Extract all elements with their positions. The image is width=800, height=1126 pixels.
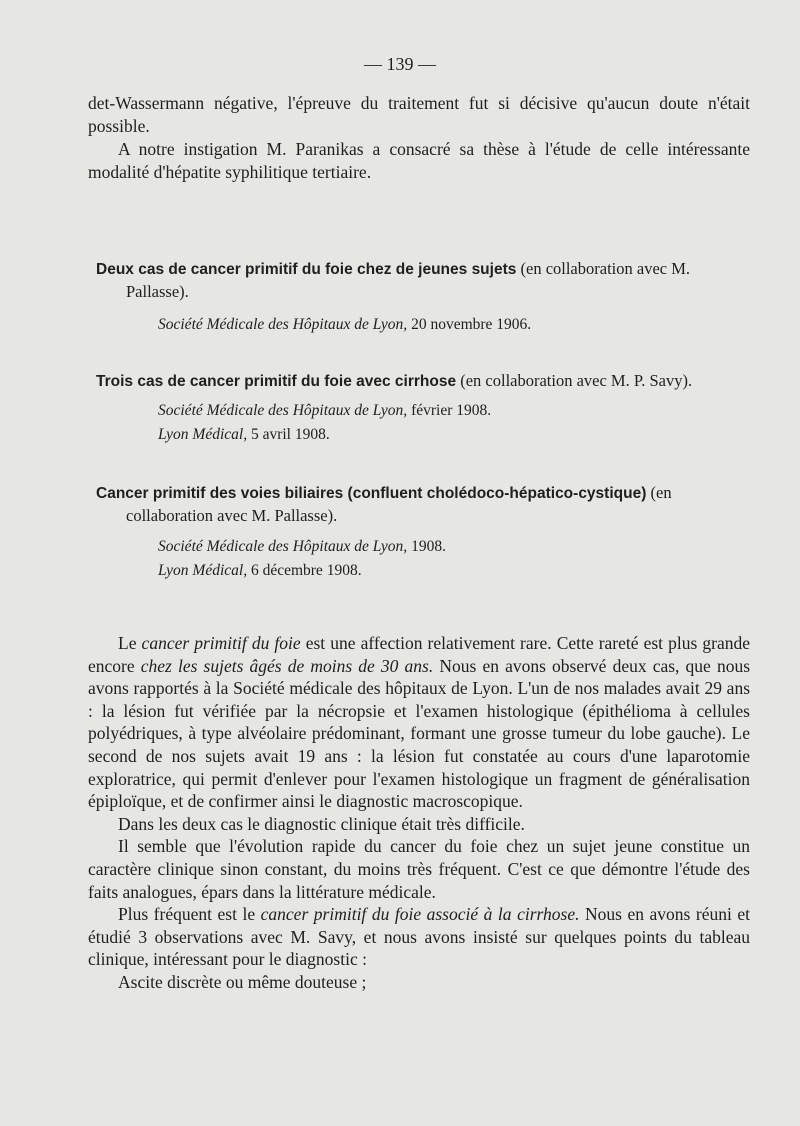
entry-heading (96, 258, 754, 303)
entry-reference (96, 399, 754, 423)
reference-date: 5 avril 1908. (247, 426, 330, 443)
reference-journal: Société Médicale des Hôpitaux de Lyon, (158, 402, 408, 419)
entry-collaboration: (en collaboration avec M. P. Savy). (456, 371, 693, 390)
entry-reference (96, 559, 754, 583)
entry-title: Trois cas de cancer primitif du foie avec cirrhose (96, 373, 457, 390)
intro-paragraph-2: A notre instigation M. Paranikas a consacré sa thèse à l'étude de celle intéressante modalité d'hépatite syphilitique tertiaire. (88, 139, 750, 182)
text-run: est une affection relativement rare. Cette rareté est plus grande encore (88, 633, 750, 676)
entry-heading (96, 482, 754, 527)
body-paragraph-1 (88, 632, 750, 813)
text-run: Le (118, 633, 142, 653)
publication-entry-2 (96, 370, 754, 447)
emphasis: cancer primitif du foie associé à la cirrhose. (260, 904, 580, 925)
publication-entry-1 (96, 258, 754, 337)
entry-reference (96, 313, 754, 337)
entry-title: Deux cas de cancer primitif du foie chez de jeunes sujets (96, 261, 517, 278)
body-paragraph-3: Il semble que l'évolution rapide du cancer du foie chez un sujet jeune constitue un caractère clinique sinon constant, du moins très fréquent. C'est ce que démontre l'étude des faits analogues, épars dans la littérature médicale. (88, 836, 750, 902)
intro-text (88, 92, 750, 184)
body-paragraph-5: Ascite discrète ou même douteuse ; (118, 971, 367, 992)
emphasis: chez les sujets âgés de moins de 30 ans. (140, 655, 434, 676)
body-paragraph-2: Dans les deux cas le diagnostic clinique était très difficile. (118, 813, 525, 834)
entry-reference (96, 535, 754, 559)
reference-date: février 1908. (407, 402, 492, 419)
entry-collaboration: (en collaboration avec M. Pallasse). (126, 483, 672, 525)
body-text (88, 632, 750, 994)
text-run: Nous en avons observé deux cas, que nous avons rapportés à la Société médicale des hôpitaux de Lyon. L'un de nos malades avait 29 ans : la lésion fut vérifiée par la nécropsie et l'examen histologique (épithélioma à cellules polyédriques, à type alvéolaire prédominant, formant une grosse tumeur du lobe gauche). Le second de nos sujets avait 19 ans : la lésion fut constatée au cours d'une laparotomie exploratrice, qui permit d'enlever pour l'examen histologique un fragment de généralisation épiploïque, et de confirmer ainsi le diagnostic macroscopique. (88, 655, 751, 812)
entry-reference (96, 423, 754, 447)
reference-journal: Lyon Médical, (158, 426, 248, 443)
reference-date: 6 décembre 1908. (247, 562, 362, 579)
text-run: Plus fréquent est le (118, 904, 261, 925)
emphasis: cancer primitif du foie (141, 633, 301, 653)
entry-title: Cancer primitif des voies biliaires (confluent cholédoco-hépatico-cystique) (96, 485, 647, 502)
publication-entry-3 (96, 482, 754, 583)
body-paragraph-4 (88, 903, 750, 971)
reference-date: 1908. (407, 538, 446, 555)
reference-journal: Société Médicale des Hôpitaux de Lyon, (158, 316, 408, 333)
page-number: — 139 — (364, 54, 436, 74)
entry-heading (96, 370, 754, 393)
text-run: Nous en avons réuni et étudié 3 observations avec M. Savy, et nous avons insisté sur quelques points du tableau clinique, intéressant pour le diagnostic : (88, 904, 750, 970)
reference-journal: Lyon Médical, (158, 562, 248, 579)
reference-journal: Société Médicale des Hôpitaux de Lyon, (158, 538, 408, 555)
reference-date: 20 novembre 1906. (407, 316, 532, 333)
entry-collaboration: (en collaboration avec M. Pallasse). (126, 259, 691, 301)
intro-paragraph-1: det-Wassermann négative, l'épreuve du traitement fut si décisive qu'aucun doute n'était possible. (88, 93, 750, 136)
